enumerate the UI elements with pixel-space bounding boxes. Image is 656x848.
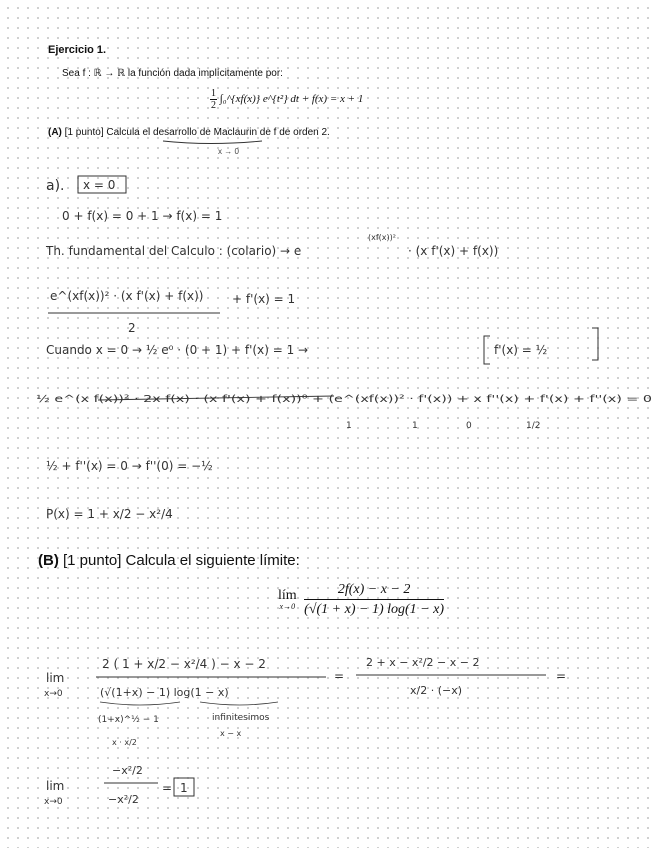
hw-line-cuando: Cuando x = 0 → ½ e⁰ · (0 + 1) + f'(x) = 1 →: [46, 343, 309, 357]
part-a-text: [1 punto] Calcula el desarrollo de Maclaurin de f de orden 2.: [64, 127, 330, 138]
hw-final-numerator: −x²/2: [112, 764, 143, 777]
hw-note-binomial-equiv: x · x/2: [112, 738, 137, 747]
hw-final-equals: =: [162, 781, 173, 795]
hw-sub-1a: 1: [346, 421, 352, 431]
hw-line-fundamental: Th. fundamental del Calculo : (colario) → e: [46, 244, 302, 258]
hw-equals-1: =: [334, 669, 345, 683]
hw-equals-2: =: [556, 669, 567, 683]
hw-sub-half: 1/2: [526, 421, 541, 431]
limit-numerator: 2f(x) − x − 2: [304, 580, 444, 600]
part-a-label: (A): [48, 127, 62, 138]
intro-text: Sea f : ℝ → ℝ la función dada implícitamente por:: [62, 68, 283, 79]
hw-b-denominator: (√(1+x) − 1) log(1 − x): [100, 686, 229, 699]
hw-b-rhs-denominator: x/2 · (−x): [410, 684, 463, 697]
hw-derivative-numerator: e^(xf(x))² · (x f'(x) + f(x)): [50, 289, 204, 303]
hw-sub-1b: 1: [412, 421, 418, 431]
hw-derivative-rest: + f'(x) = 1: [232, 292, 296, 306]
hw-b-rhs-numerator: 2 + x − x²/2 − x − 2: [366, 656, 480, 669]
hw-derivative-denominator: 2: [128, 321, 136, 335]
limit-denominator: (√(1 + x) − 1) log(1 − x): [304, 602, 444, 617]
hw-final-result: 1: [180, 781, 188, 795]
hw-lim-sub: x→0: [44, 689, 63, 699]
hw-note-log-equiv: x − x: [220, 729, 242, 738]
hw-sub-0: 0: [466, 421, 472, 431]
coef-denominator: 2: [211, 100, 216, 111]
exercise-title: Ejercicio 1.: [48, 44, 107, 56]
hw-boxed-fprime: f'(x) = ½: [494, 343, 548, 357]
hw-final-lim-word: lim: [46, 779, 65, 793]
underline-maclaurin: [163, 141, 262, 144]
integral-body: ∫₀^{xf(x)} e^{t²} dt + f(x) = x + 1: [219, 93, 364, 106]
hw-boxed-x0: x = 0: [83, 178, 116, 192]
hw-final-denominator: −x²/2: [108, 793, 139, 806]
hw-line-fundamental-tail: · (x f'(x) + f(x)): [408, 244, 499, 258]
part-b-label: (B): [38, 552, 59, 569]
hw-line-fundamental-exponent: (xf(x))²: [368, 233, 396, 242]
coef-numerator: 1: [211, 88, 216, 99]
hw-b-numerator: 2 ( 1 + x/2 − x²/4 ) − x − 2: [102, 657, 266, 671]
lim-word: lím: [278, 587, 297, 603]
hw-line-fsecond: ½ + f''(x) = 0 → f''(0) = −½: [46, 459, 213, 473]
part-a-underline-note: x → 0: [218, 147, 239, 156]
part-b-text: [1 punto] Calcula el siguiente límite:: [63, 552, 300, 569]
hw-line-polynomial: P(x) = 1 + x/2 − x²/4: [46, 507, 173, 521]
hw-second-derivative: ½ e^(x f(x))² · 2x f(x) · (x f'(x) + f(x))⁰ + (e^(xf(x))² · f'(x)) + x f''(x) + f'(x) + f''(x) = 0: [36, 394, 468, 405]
hw-final-lim-sub: x→0: [44, 797, 63, 807]
hw-note-binomial: (1+x)^½ − 1: [98, 715, 159, 725]
hw-note-infinitesimos: infinitesimos: [212, 713, 270, 723]
hw-part-a-label: a).: [46, 178, 65, 194]
hw-line-f0: 0 + f(x) = 0 + 1 → f(x) = 1: [62, 209, 223, 223]
lim-subscript: x→0: [279, 601, 296, 611]
hw-b-underbraces: [100, 702, 278, 705]
hw-lim-word: lim: [46, 671, 65, 685]
